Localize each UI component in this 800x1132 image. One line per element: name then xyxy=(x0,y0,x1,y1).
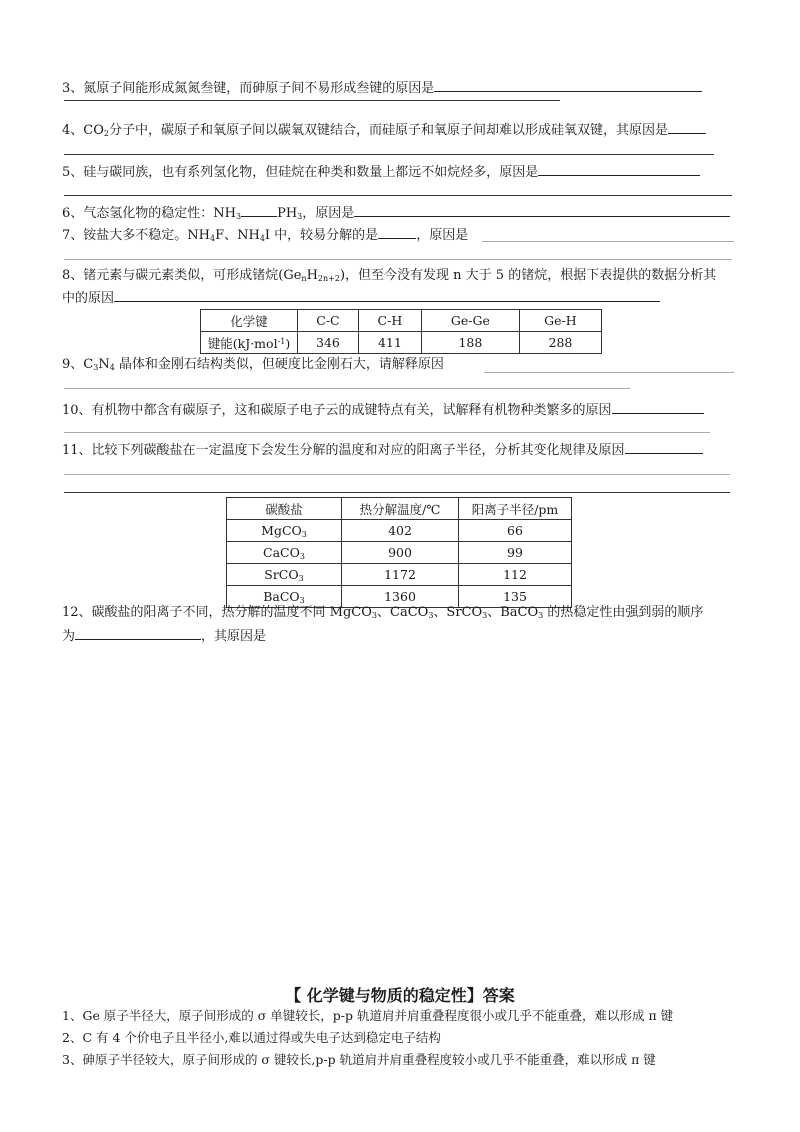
table-cell: 99 xyxy=(459,542,572,564)
answer-line[interactable] xyxy=(64,492,730,493)
table-row xyxy=(227,498,572,520)
answer-blank[interactable] xyxy=(114,289,660,302)
table-cell: 135 xyxy=(459,586,572,608)
question-3 xyxy=(62,79,702,97)
table-cell: 1360 xyxy=(342,586,459,608)
answer-section-title: 【 化学键与物质的稳定性】答案 xyxy=(285,986,515,1005)
answer-blank[interactable] xyxy=(378,226,416,239)
answer-blank[interactable] xyxy=(538,163,700,176)
bond-energy-table xyxy=(200,309,602,354)
answer-blank[interactable] xyxy=(354,204,730,217)
table-cell: MgCO$_3$ xyxy=(227,520,342,542)
table-cell: BaCO$_3$ xyxy=(227,586,342,608)
table-row xyxy=(227,520,572,542)
table-row xyxy=(227,542,572,564)
table-row xyxy=(201,310,602,332)
question-9: 9、$C_3N_4$ 晶体和金刚石结构类似，但硬度比金刚石大，请解释原因 xyxy=(62,357,444,372)
answer-line[interactable] xyxy=(64,154,714,155)
table-cell: 188 xyxy=(421,332,519,354)
answer-item: 1、Ge 原子半径大，原子间形成的 σ 单键较长，p-p 轨道肩并肩重叠程度很小或几乎不能重叠，难以形成 π 键 xyxy=(62,1008,674,1023)
table-cell: 346 xyxy=(298,332,359,354)
table-cell: 402 xyxy=(342,520,459,542)
table-header-cell: Ge-Ge xyxy=(421,310,519,332)
answer-blank[interactable] xyxy=(668,121,706,134)
answer-line[interactable] xyxy=(482,241,734,242)
answer-line[interactable] xyxy=(64,259,732,260)
answer-blank[interactable] xyxy=(612,401,704,414)
answer-line[interactable] xyxy=(64,100,560,101)
table-header-cell: 化学键 xyxy=(201,310,298,332)
question-5-text: 5、硅与碳同族，也有系列氢化物，但硅烷在种类和数量上都远不如烷烃多，原因是 xyxy=(62,165,539,180)
table-cell: 411 xyxy=(358,332,421,354)
table-header-cell: 阳离子半径/pm xyxy=(459,498,572,520)
question-3-text: 3、氮原子间能形成氮氮叁键，而砷原子间不易形成叁键的原因是 xyxy=(62,81,435,96)
table-header-cell: 热分解温度/℃ xyxy=(342,498,459,520)
table-header-cell: C-C xyxy=(298,310,359,332)
answer-line[interactable] xyxy=(64,388,630,389)
question-10-text: 10、有机物中都含有碳原子，这和碳原子电子云的成键特点有关，试解释有机物种类繁多的原因 xyxy=(62,403,612,418)
carbonate-table xyxy=(226,497,572,608)
question-8-line-2: 中的原因 xyxy=(62,289,660,307)
answer-line[interactable] xyxy=(64,432,710,433)
table-header-cell: Ge-H xyxy=(519,310,601,332)
table-row xyxy=(201,332,602,354)
question-5 xyxy=(62,163,700,181)
table-cell: 112 xyxy=(459,564,572,586)
question-12-line-2: 为 ，其原因是 xyxy=(62,629,267,644)
table-row xyxy=(227,564,572,586)
table-cell: 1172 xyxy=(342,564,459,586)
question-11 xyxy=(62,441,703,459)
table-cell: 900 xyxy=(342,542,459,564)
table-row-label: 键能(kJ·mol$^{-1}$) xyxy=(201,332,298,354)
answer-line[interactable] xyxy=(64,474,730,475)
answer-blank[interactable] xyxy=(434,79,702,92)
answer-item: 3、砷原子半径较大，原子间形成的 σ 键较长,p-p 轨道肩并肩重叠程度较小或几乎不能重叠，难以形成 π 键 xyxy=(62,1052,656,1067)
question-7: 7、铵盐大多不稳定。$NH_4F$、$NH_4I$ 中，较易分解的是 ，原因是 xyxy=(62,228,469,243)
table-header-cell: 碳酸盐 xyxy=(227,498,342,520)
question-12: 12、碳酸盐的阳离子不同，热分解的温度不同 MgCO$_3$、CaCO$_3$、SrCO$_3$、BaCO$_3$ 的热稳定性由强到弱的顺序 xyxy=(62,605,704,620)
table-cell: SrCO$_3$ xyxy=(227,564,342,586)
answer-blank[interactable] xyxy=(75,627,201,640)
table-cell: 66 xyxy=(459,520,572,542)
question-4: 4、$CO_2$分子中，碳原子和氧原子间以碳氧双键结合，而硅原子和氧原子间却难以形成硅氧双键，其原因是 xyxy=(62,121,706,139)
question-10 xyxy=(62,401,704,419)
answer-line[interactable] xyxy=(64,195,732,196)
answer-blank[interactable] xyxy=(241,204,277,217)
table-header-cell: C-H xyxy=(358,310,421,332)
answer-line[interactable] xyxy=(484,372,734,373)
table-cell: 288 xyxy=(519,332,601,354)
table-cell: CaCO$_3$ xyxy=(227,542,342,564)
answer-item: 2、C 有 4 个价电子且半径小,难以通过得或失电子达到稳定电子结构 xyxy=(62,1030,441,1045)
answer-blank[interactable] xyxy=(625,441,703,454)
question-11-text: 11、比较下列碳酸盐在一定温度下会发生分解的温度和对应的阳离子半径，分析其变化规律及原因 xyxy=(62,443,625,458)
question-8: 8、锗元素与碳元素类似，可形成锗烷$(Ge_nH_{2n+2})$，但至今没有发现 n 大于 5 的锗烷，根据下表提供的数据分析其 xyxy=(62,268,717,283)
question-6: 6、气态氢化物的稳定性：$NH_3$ $PH_3$，原因是 xyxy=(62,204,730,222)
